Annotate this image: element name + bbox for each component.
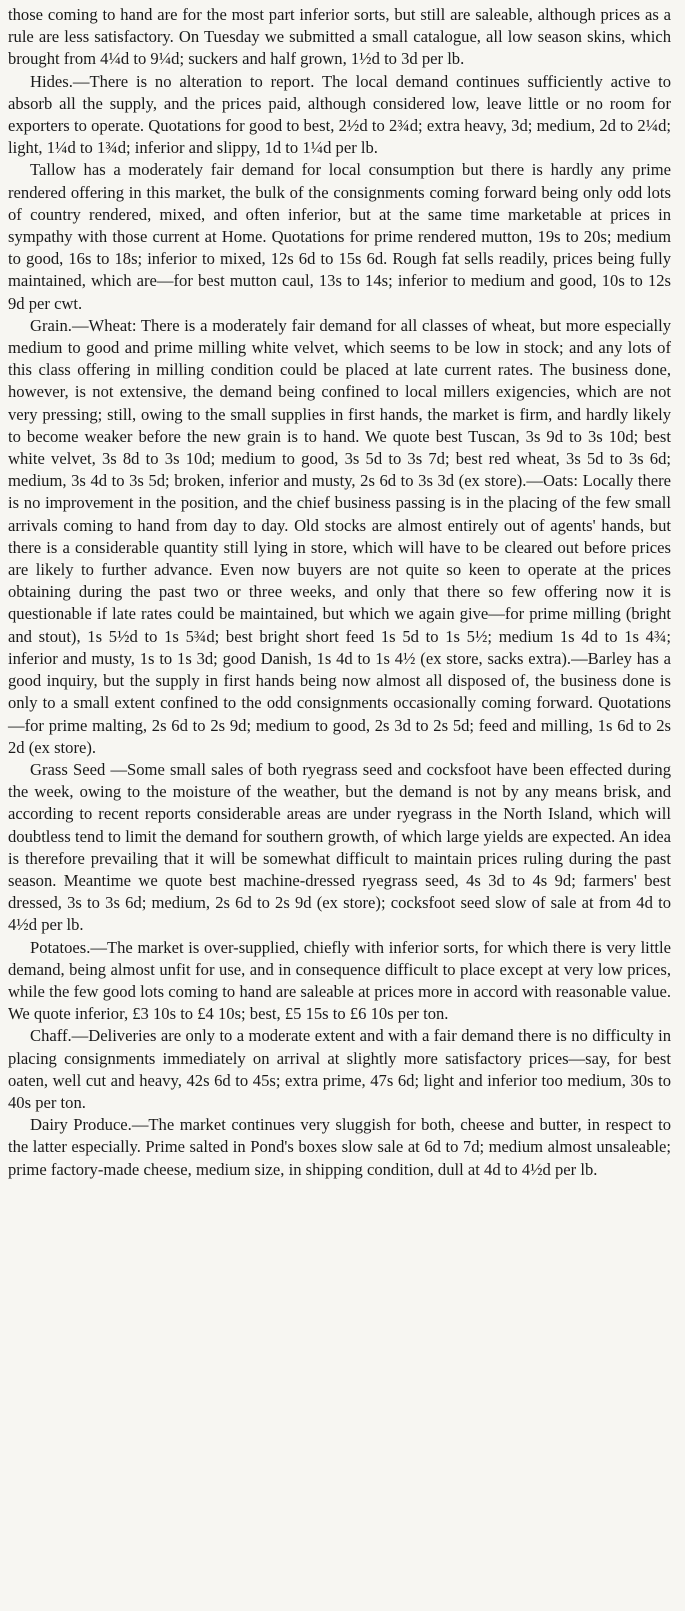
paragraph-grass-seed bbox=[8, 759, 671, 937]
paragraph-lead: Dairy Produce. bbox=[30, 1115, 132, 1135]
paragraph-body: those coming to hand are for the most part inferior sorts, but still are saleable, although prices as a rule are less satisfactory. On Tuesday we submitted a small catalogue, all low season skins, which brought from 4¼d to 9¼d; suckers and half grown, 1½d to 3d per lb. bbox=[8, 5, 671, 69]
paragraph-lead: Chaff. bbox=[30, 1026, 72, 1046]
paragraph-body: —Some small sales of both ryegrass seed and cocksfoot have been effected during the week, owing to the moisture of the weather, but the demand is not by any means brisk, and according to recent reports considerable areas are under ryegrass in the North Island, which will doubtless tend to limit the demand for southern growth, of which large yields are expected. An idea is therefore prevailing that it will be somewhat difficult to maintain prices ruling during the past season. Meantime we quote best machine-dressed ryegrass seed, 4s 3d to 4s 9d; farmers' best dressed, 3s to 3s 6d; medium, 2s 6d to 2s 9d (ex store); cocksfoot seed slow of sale at from 4d to 4½d per lb. bbox=[8, 759, 671, 935]
paragraph-body: —Deliveries are only to a moderate extent and with a fair demand there is no difficulty in placing consignments immediately on arrival at slightly more satisfactory prices—say, for best oaten, well cut and heavy, 42s 6d to 45s; extra prime, 47s 6d; light and inferior too medium, 30s to 40s per ton. bbox=[8, 1026, 671, 1112]
paragraph-lead: Grain. bbox=[30, 315, 72, 335]
paragraph-hides bbox=[8, 71, 671, 160]
paragraph-body: —There is no alteration to report. The local demand continues sufficiently active to absorb all the supply, and the prices paid, although considered low, leave little or no room for exporters to operate. Quotations for good to best, 2½d to 2¾d; extra heavy, 3d; medium, 2d to 2¼d; light, 1¼d to 1¾d; inferior and slippy, 1d to 1¼d per lb. bbox=[8, 71, 671, 158]
paragraph-skins bbox=[8, 4, 671, 71]
paragraph-lead: Grass Seed bbox=[30, 759, 106, 779]
paragraph-lead: Hides. bbox=[30, 71, 73, 91]
paragraph-body: —The market continues very sluggish for both, cheese and butter, in respect to the latter especially. Prime salted in Pond's boxes slow sale at 6d to 7d; medium almost unsaleable; prime factory-made cheese, medium size, in shipping condition, dull at 4d to 4½d per lb. bbox=[8, 1115, 671, 1179]
paragraph-body: has a moderately fair demand for local consumption but there is hardly any prime rendered offering in this market, the bulk of the consignments coming forward being only odd lots of country rendered, mixed, and often inferior, but at the same time marketable at prices in sympathy with those current at Home. Quotations for prime rendered mutton, 19s to 20s; medium to good, 16s to 18s; inferior to mixed, 12s 6d to 15s 6d. Rough fat sells readily, prices being fully maintained, which are—for best mutton caul, 13s to 14s; inferior to medium and good, 10s to 12s 9d per cwt. bbox=[8, 160, 671, 313]
paragraph-dairy-produce bbox=[8, 1114, 671, 1181]
paragraph-tallow bbox=[8, 159, 671, 314]
paragraph-lead: Tallow bbox=[30, 160, 76, 180]
paragraph-lead: Potatoes. bbox=[30, 937, 91, 957]
paragraph-potatoes bbox=[8, 937, 671, 1026]
paragraph-grain bbox=[8, 315, 671, 759]
paragraph-body: —Wheat: There is a moderately fair demand for all classes of wheat, but more especially medium to good and prime milling white velvet, which seems to be low in stock; and any lots of this class offering in milling condition could be placed at late current rates. The business done, however, is not extensive, the demand being confined to local millers exigencies, which are not very pressing; still, owing to the small supplies in first hands, the market is firm, and hardly likely to become weaker before the new grain is to hand. We quote best Tuscan, 3s 9d to 3s 10d; best white velvet, 3s 8d to 3s 10d; medium to good, 3s 5d to 3s 7d; best red wheat, 3s 5d to 3s 6d; medium, 3s 4d to 3s 5d; broken, inferior and musty, 2s 6d to 3s 3d (ex store).—Oats: Locally there is no improvement in the position, and the chief business passing is in the placing of the few small arrivals coming to hand from day to day. Old stocks are almost entirely out of agents' hands, but there is a considerable quantity still lying in store, which will have to be cleared out before prices are likely to further advance. Even now buyers are not quite so keen to operate at the prices obtaining during the past two or three weeks, and only that there so few offering now it is questionable if late rates could be maintained, but which we again give—for prime milling (bright and stout), 1s 5½d to 1s 5¾d; best bright short feed 1s 5d to 1s 5½; medium 1s 4d to 1s 4¾; inferior and musty, 1s to 1s 3d; good Danish, 1s 4d to 1s 4½ (ex store, sacks extra).—Barley has a good inquiry, but the supply in first hands being now almost all disposed of, the business done is only to a small extent confined to the odd consignments occasionally coming forward. Quotations—for prime malting, 2s 6d to 2s 9d; medium to good, 2s 3d to 2s 5d; feed and milling, 1s 6d to 2s 2d (ex store). bbox=[8, 315, 671, 757]
paragraph-body: —The market is over-supplied, chiefly with inferior sorts, for which there is very little demand, being almost unfit for use, and in consequence difficult to place except at very low prices, while the few good lots coming to hand are saleable at prices more in accord with reasonable value. We quote inferior, £3 10s to £4 10s; best, £5 15s to £6 10s per ton. bbox=[8, 937, 671, 1024]
paragraph-chaff bbox=[8, 1025, 671, 1114]
